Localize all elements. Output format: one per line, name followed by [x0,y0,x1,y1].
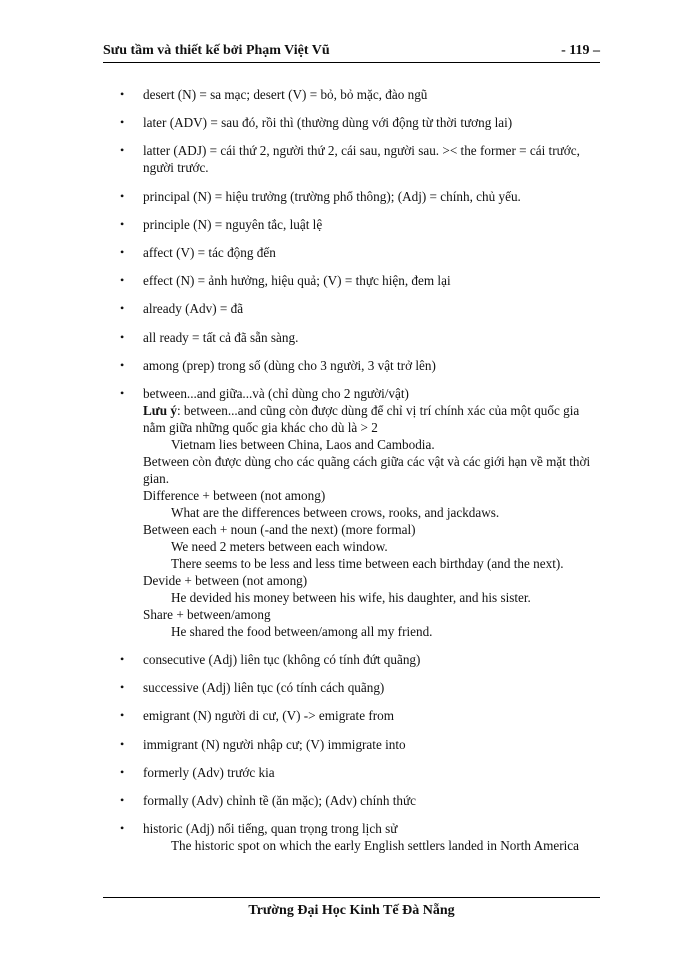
entry-text: immigrant (N) người nhập cư; (V) immigrate into [143,736,406,752]
example-line: Vietnam lies between China, Laos and Cambodia. [171,436,435,452]
page-header [103,40,600,63]
list-item [103,764,600,781]
list-item [103,142,600,176]
entry-text: emigrant (N) người di cư, (V) -> emigrate from [143,708,394,724]
list-item [103,329,600,346]
bullet-icon: • [120,273,125,288]
entry-text: formerly (Adv) trước kia [143,764,275,780]
rule-line: Between còn được dùng cho các quãng cách giữa các vật và các giới hạn về mặt thời gian. [143,453,591,486]
bullet-icon: • [120,821,125,836]
bullet-icon: • [120,708,125,723]
historic-entry [103,820,600,854]
bullet-icon: • [120,385,125,400]
rule-line: Share + between/among [143,606,271,622]
note-label: Lưu ý [143,402,177,418]
example-line: He devided his money between his wife, his daughter, and his sister. [171,589,531,605]
entry-text: consecutive (Adj) liên tục (không có tính đứt quãng) [143,652,421,668]
entry-head: historic (Adj) nổi tiếng, quan trọng trong lịch sử [143,821,398,837]
example-line: What are the differences between crows, rooks, and jackdaws. [171,504,500,520]
list-item [103,86,600,103]
bullet-icon: • [120,652,125,667]
entry-text: principle (N) = nguyên tắc, luật lệ [143,216,323,232]
entry-text: latter (ADJ) = cái thứ 2, người thứ 2, cái sau, người sau. >< the former = cái trước, người trước. [143,143,580,176]
bullet-icon: • [120,764,125,779]
list-item [103,244,600,261]
page-number: - 119 – [561,43,600,58]
entry-text: later (ADV) = sau đó, rồi thì (thường dùng với động từ thời tương lai) [143,115,513,131]
example-line: There seems to be less and less time between each birthday (and the next). [171,555,564,571]
bullet-icon: • [120,329,125,344]
note-text: : between...and cũng còn được dùng để chỉ vị trí chính xác của một quốc gia nằm giữa những quốc gia khác cho dù là > 2 [143,402,580,435]
between-entry [103,385,600,640]
list-item [103,357,600,374]
list-item [103,679,600,696]
entry-text: effect (N) = ảnh hưởng, hiệu quả; (V) = thực hiện, đem lại [143,273,451,289]
bullet-icon: • [120,680,125,695]
list-item [103,707,600,724]
bullet-icon: • [120,87,125,101]
bullet-icon: • [120,216,125,231]
rule-line: Devide + between (not among) [143,572,308,588]
entry-text: successive (Adj) liên tục (có tính cách quãng) [143,680,385,696]
footer-text: Trường Đại Học Kinh Tế Đà Nẵng [248,903,455,918]
bullet-icon: • [120,736,125,751]
bullet-icon: • [120,357,125,372]
entry-text: principal (N) = hiệu trưởng (trường phổ thông); (Adj) = chính, chủ yếu. [143,188,521,204]
list-item [103,272,600,289]
list-item [103,114,600,131]
page-footer [103,897,600,919]
bullet-icon: • [120,793,125,807]
entry-text: among (prep) trong số (dùng cho 3 người, 3 vật trở lên) [143,357,436,373]
list-item [103,188,600,205]
bullet-icon: • [120,115,125,130]
header-author: Sưu tầm và thiết kế bởi Phạm Việt Vũ [103,43,330,58]
entry-text: already (Adv) = đã [143,301,244,317]
list-item [103,300,600,317]
rule-line: Between each + noun (-and the next) (more formal) [143,521,416,537]
list-item [103,736,600,753]
example-line: He shared the food between/among all my friend. [171,623,433,639]
entry-text: all ready = tất cả đã sẵn sàng. [143,329,299,345]
list-item [103,216,600,233]
bullet-icon: • [120,301,125,316]
note-line [143,402,600,436]
example-line: The historic spot on which the early English settlers landed in North America [171,838,579,854]
entry-text: formally (Adv) chỉnh tề (ăn mặc); (Adv) chính thức [143,793,417,808]
entry-text: affect (V) = tác động đến [143,244,276,260]
entry-text: desert (N) = sa mạc; desert (V) = bỏ, bỏ mặc, đào ngũ [143,87,428,102]
example-line: We need 2 meters between each window. [171,538,388,554]
list-item [103,651,600,668]
bullet-icon: • [120,143,125,158]
vocabulary-list [103,86,600,865]
list-item [103,792,600,809]
rule-line: Difference + between (not among) [143,487,326,503]
entry-head: between...and giữa...và (chỉ dùng cho 2 người/vật) [143,385,409,401]
bullet-icon: • [120,244,125,259]
bullet-icon: • [120,188,125,203]
